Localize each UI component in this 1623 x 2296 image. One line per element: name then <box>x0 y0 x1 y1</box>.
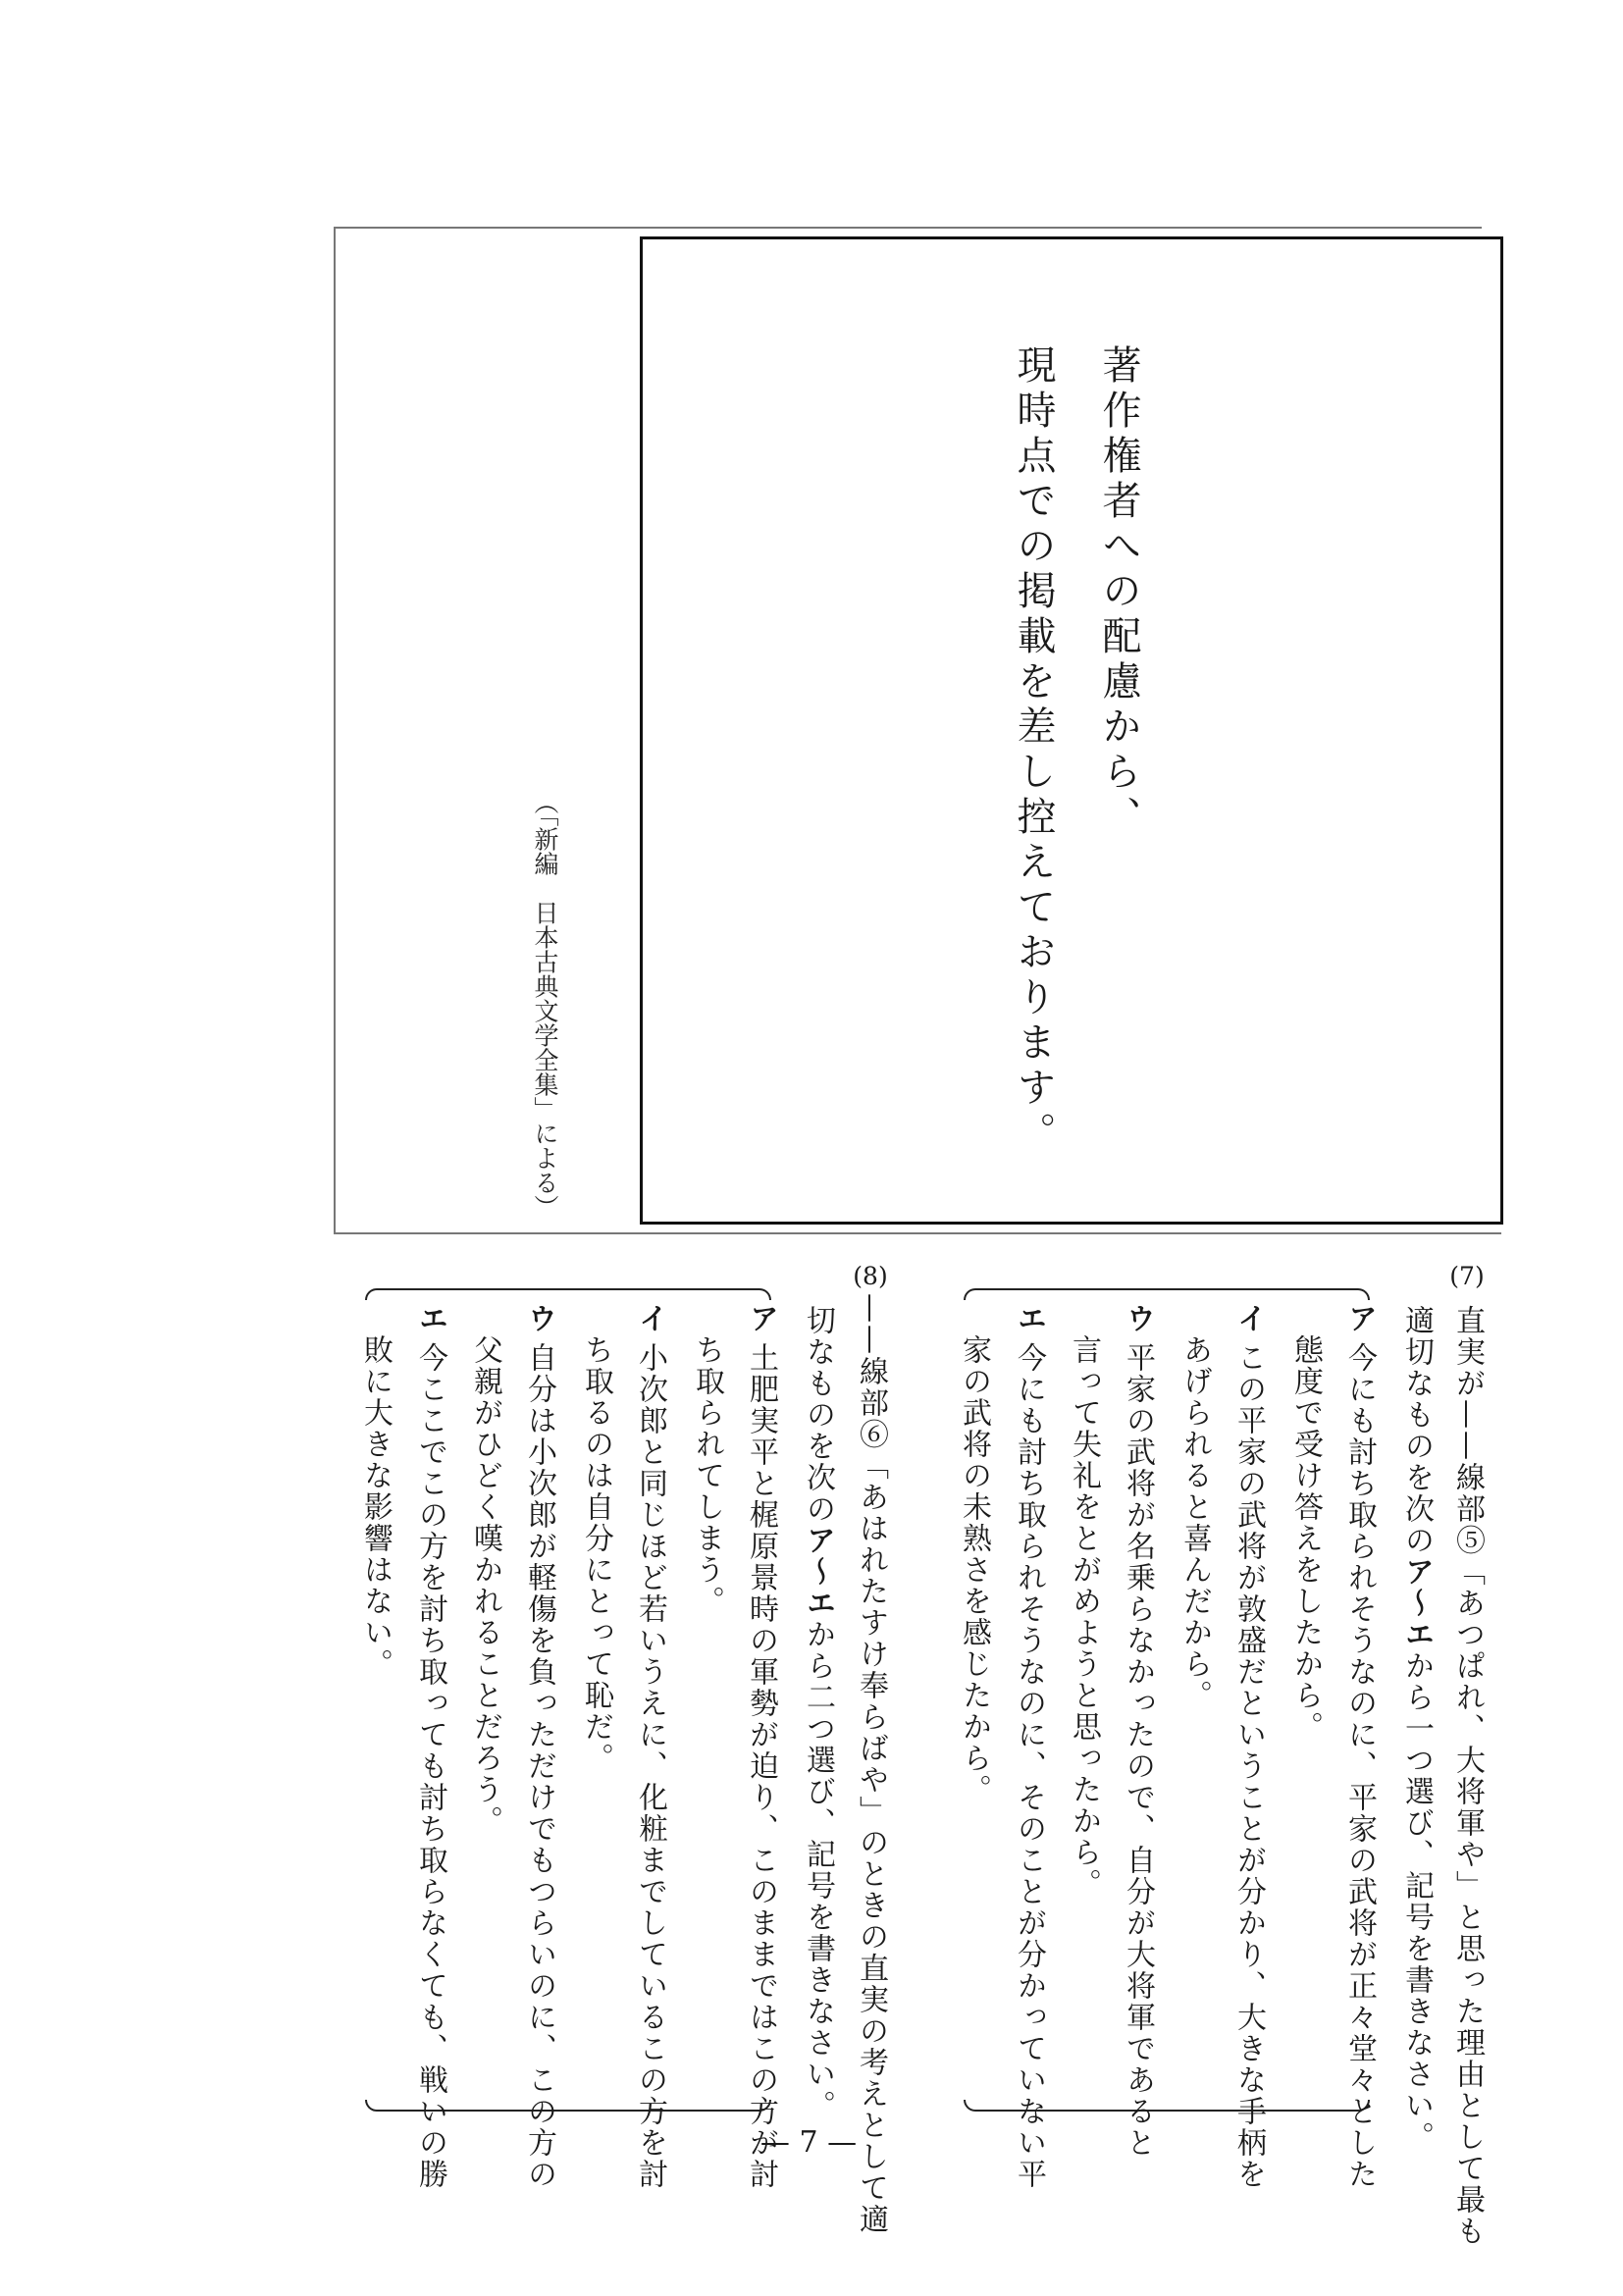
q7-option-e-text-cont: 家の武将の未熟さを感じたから。 <box>957 1334 991 1805</box>
choice-range: ア～エ <box>801 1525 835 1619</box>
choices-bracket-top <box>365 1288 771 1300</box>
q7-option-u-label: ウ <box>1121 1303 1155 1332</box>
q8-option-i-label: イ <box>633 1303 667 1332</box>
q8-option-e-label: エ <box>413 1303 447 1332</box>
q8-option-u-label: ウ <box>522 1303 556 1332</box>
q7-option-i-label: イ <box>1231 1303 1266 1332</box>
choices-bracket-top <box>964 1288 1370 1300</box>
frame-top-rule <box>334 227 1482 229</box>
prompt-text: から一つ選び、記号を書きなさい。 <box>1399 1650 1434 2153</box>
question-8-prompt-line-2 <box>802 1305 833 2121</box>
frame-left-rule <box>334 227 336 1232</box>
page-number: — 7 — <box>759 2125 858 2160</box>
source-citation: （「新編 日本古典文学全集」による） <box>531 790 559 1220</box>
q8-option-u-text: 自分は小次郎が軽傷を負っただけでもつらいのに、この方の <box>522 1342 556 2190</box>
q8-option-i-text: 小次郎と同じほど若いうえに、化粧までしているこの方を討 <box>633 1342 667 2190</box>
q8-option-a-text-cont: ち取られてしまう。 <box>690 1334 724 1617</box>
question-8-prompt-line-1: ——線部⑥「あはれたすけ奉らばや」のときの直実の考えとして適 <box>854 1293 888 2235</box>
q8-option-a-label: ア <box>744 1303 778 1332</box>
q8-option-a-text: 土肥実平と梶原景時の軍勢が迫り、このままではこの方が討 <box>744 1342 778 2190</box>
prompt-text: 切なものを次の <box>801 1305 835 1525</box>
q8-option-i-text-cont: ち取るのは自分にとって恥だ。 <box>579 1334 613 1774</box>
q7-option-a-text: 今にも討ち取られそうなのに、平家の武将が正々堂々とした <box>1342 1342 1377 2190</box>
q7-option-i-text: この平家の武将が敦盛だということが分かり、大きな手柄を <box>1231 1342 1266 2190</box>
prompt-text: から二つ選び、記号を書きなさい。 <box>801 1619 835 2121</box>
q8-option-e-text-cont: 敗に大きな影響はない。 <box>358 1334 393 1680</box>
prompt-text: 適切なものを次の <box>1399 1305 1434 1556</box>
notice-line-2: 現時点での掲載を差し控えております。 <box>1011 344 1056 1157</box>
q7-option-u-text-cont: 言って失礼をとがめようと思ったから。 <box>1067 1334 1101 1900</box>
frame-bottom-rule <box>334 1232 1501 1234</box>
q7-option-a-label: ア <box>1342 1303 1377 1332</box>
q8-option-e-text: 今ここでこの方を討ち取っても討ち取らなくても、戦いの勝 <box>413 1342 447 2190</box>
q7-option-e-label: エ <box>1012 1303 1046 1332</box>
question-7-prompt-line-1: 直実が——線部⑤「あつぱれ、大将軍や」と思った理由として最も <box>1450 1305 1485 2247</box>
copyright-notice-box <box>640 236 1503 1225</box>
q8-option-u-text-cont: 父親がひどく嘆かれることだろう。 <box>468 1334 502 1837</box>
notice-line-1: 著作権者への配慮から、 <box>1096 344 1141 841</box>
question-7-number: (7) <box>1449 1262 1485 1290</box>
question-7-prompt-line-2 <box>1400 1305 1432 2153</box>
question-8-number: (8) <box>853 1262 888 1290</box>
q7-option-e-text: 今にも討ち取られそうなのに、そのことが分かっていない平 <box>1012 1342 1046 2190</box>
q7-option-i-text-cont: あげられると喜んだから。 <box>1178 1334 1212 1711</box>
q7-option-a-text-cont: 態度で受け答えをしたから。 <box>1288 1334 1323 1743</box>
choice-range: ア～エ <box>1399 1556 1434 1650</box>
q7-option-u-text: 平家の武将が名乗らなかったので、自分が大将軍であると <box>1121 1342 1155 2159</box>
